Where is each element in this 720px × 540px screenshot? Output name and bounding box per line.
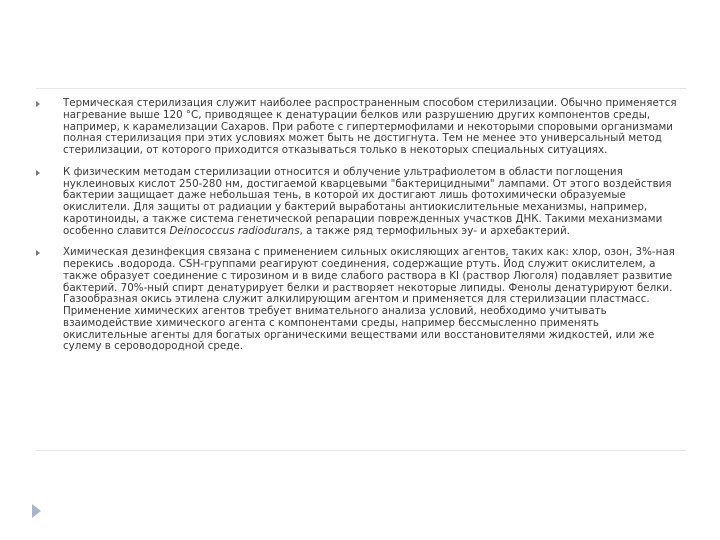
bullet-arrow-icon [36, 101, 40, 107]
bullet-arrow-icon [36, 170, 40, 176]
bullet-text: Термическая стерилизация служит наиболее распространенным способом стерилизации. Обычно применяется нагревание выше 120 °C, приводящее к денатурации белков или разрушению других компонентов среды, например, к карамелизации Сахаров. При работе с гипертермофилами и некоторыми споровыми организмами полная стерилизация при этих условиях может быть не достигнута. Тем не менее это универсальный метод стерилизации, от которого приходится отказываться только в некоторых специальных ситуациях. [63, 97, 677, 156]
species-name: Deinococcus radiodurans [169, 224, 300, 237]
bullet-item-thermal-sterilization [36, 98, 686, 157]
bullet-text-part: , а также ряд термофильных эу- и архебактерий. [299, 224, 570, 237]
bullet-item-chemical-disinfection [36, 247, 686, 353]
bottom-divider [36, 450, 686, 451]
bullet-text: Химическая дезинфекция связана с применением сильных окисляющих агентов, таких как: хлор, озон, 3%-ная перекись .водорода. СSH-группами реагируют соединения, содержащие ртуть. Йод служит окислителем, а также образует соединение с тирозином и в виде слабого раствора в KI (раствор Люголя) подавляет развитие бактерий. 70%-ный спирт денатурирует белки и растворяет некоторые липиды. Фенолы денатурируют белки. Газообразная окись этилена служит алкилирующим агентом и применяется для стерилизации пластмасс. Применение химических агентов требует внимательного анализа условий, необходимо учитывать взаимодействие химического агента с компонентами среды, например бессмысленно применять окислительные агенты для богатых органическими веществами или восстановителями жидкостей, или же сулему в сероводородной среде. [63, 246, 675, 353]
bullet-text-part: К физическим методам стерилизации относится и облучение ультрафиолетом в области поглощения нуклеиновых кислот 250-280 нм, достигаемой кварцевыми "бактерицидными" лампами. От этого воздействия бактерии защищает даже небольшая тень, в которой их достигают лишь фотохимически образуемые окислители. Для защиты от радиации у бактерий выработаны антиокислительные механизмы, например, каротиноиды, а также система генетической репарации поврежденных участков ДНК. Такими механизмами особенно славится [63, 165, 672, 237]
bullet-list [36, 98, 686, 363]
bullet-text [63, 167, 686, 238]
top-divider [36, 88, 686, 89]
bullet-arrow-icon [36, 250, 40, 256]
bullet-item-physical-methods [36, 167, 686, 238]
next-slide-arrow-icon[interactable] [32, 504, 41, 518]
